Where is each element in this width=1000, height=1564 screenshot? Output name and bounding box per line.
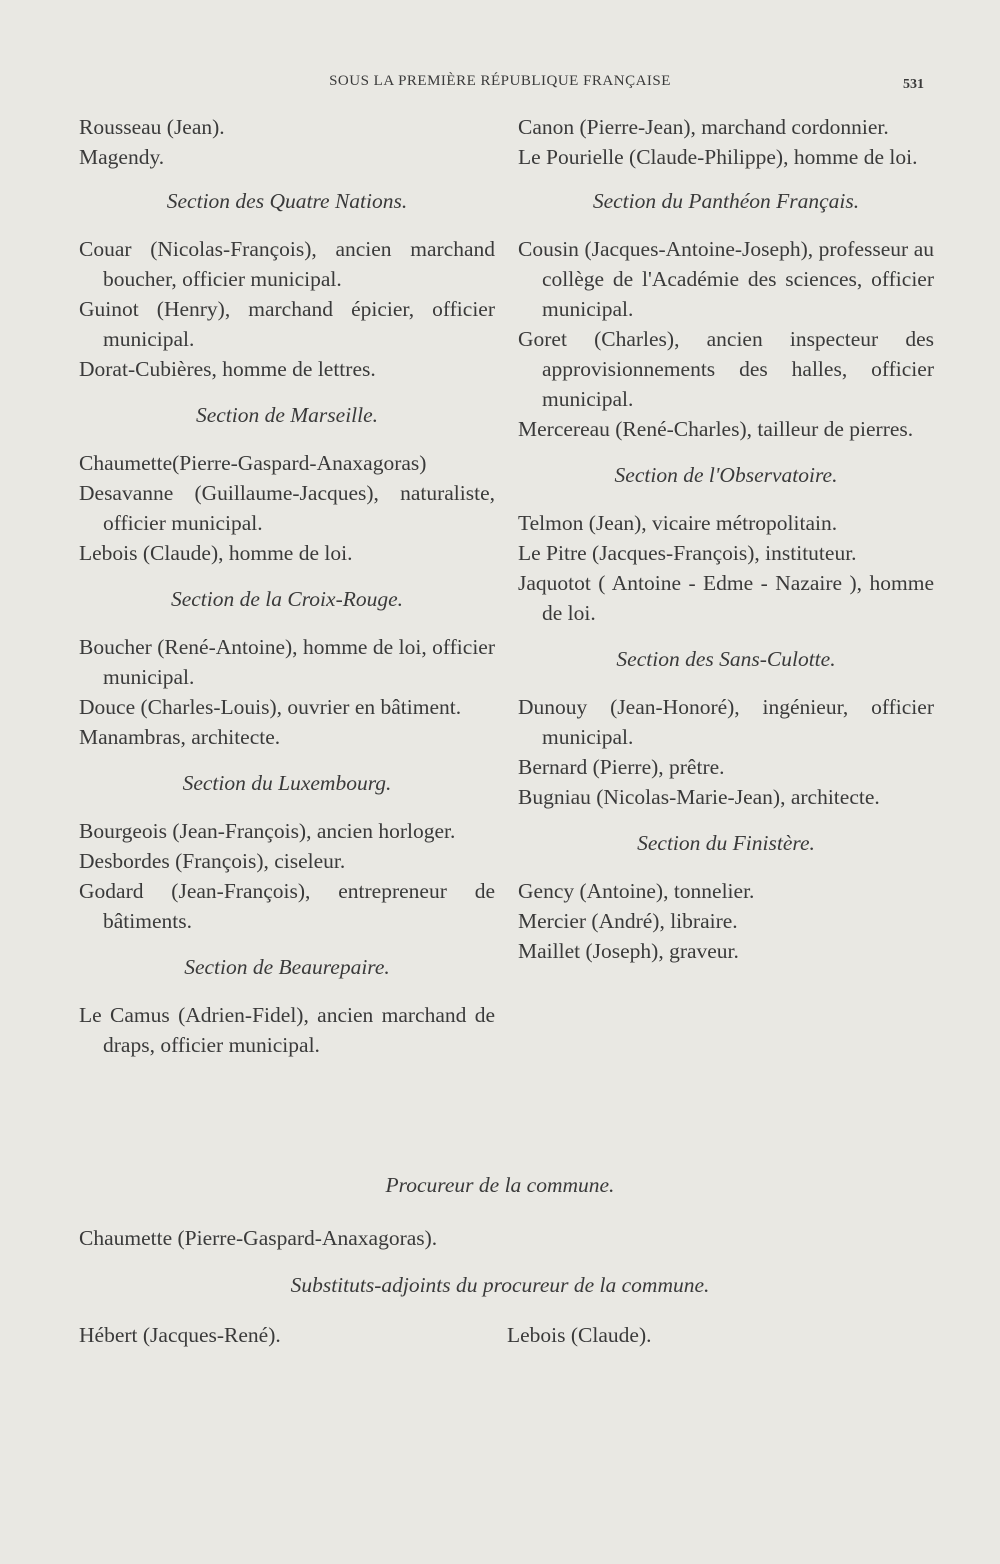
entry: Canon (Pierre-Jean), marchand cordonnier.: [518, 115, 889, 139]
entry: Desavanne (Guillaume-Jacques), naturaliste, officier municipal.: [79, 481, 495, 535]
section-heading: Section de la Croix-Rouge.: [170, 587, 404, 611]
substitut-entry-right: Lebois (Claude).: [507, 1323, 652, 1347]
section-heading: Section du Panthéon Français.: [592, 189, 860, 213]
entry: Manambras, architecte.: [79, 725, 281, 749]
left-column: [79, 112, 495, 1060]
entry: Magendy.: [79, 145, 165, 169]
procureur-heading: Procureur de la commune.: [385, 1173, 615, 1197]
entry: Couar (Nicolas-François), ancien marchand boucher, officier municipal.: [79, 237, 495, 291]
entry: Cousin (Jacques-Antoine-Joseph), professeur au collège de l'Académie des sciences, officier municipal.: [518, 237, 934, 321]
entry: Goret (Charles), ancien inspecteur des approvisionnements des halles, officier municipal.: [518, 327, 934, 411]
entry: Dunouy (Jean-Honoré), ingénieur, officier municipal.: [518, 695, 934, 749]
entry: Bernard (Pierre), prêtre.: [518, 755, 725, 779]
entry: Maillet (Joseph), graveur.: [518, 939, 739, 963]
entry: Le Pourielle (Claude-Philippe), homme de loi.: [518, 145, 918, 169]
section-heading: Section du Luxembourg.: [182, 771, 392, 795]
running-title: SOUS LA PREMIÈRE RÉPUBLIQUE FRANÇAISE: [329, 73, 671, 89]
entry: Mercier (André), libraire.: [518, 909, 738, 933]
right-column: [518, 112, 934, 966]
substituts-heading: Substituts-adjoints du procureur de la commune.: [290, 1273, 710, 1297]
entry: Douce (Charles-Louis), ouvrier en bâtiment.: [79, 695, 462, 719]
entry: Bugniau (Nicolas-Marie-Jean), architecte.: [518, 785, 880, 809]
entry: Telmon (Jean), vicaire métropolitain.: [518, 511, 838, 535]
page-number: 531: [903, 77, 924, 92]
entry: Dorat-Cubières, homme de lettres.: [79, 357, 376, 381]
entry: Chaumette(Pierre-Gaspard-Anaxagoras): [79, 451, 427, 475]
entry: Rousseau (Jean).: [79, 115, 225, 139]
entry: Mercereau (René-Charles), tailleur de pierres.: [518, 417, 914, 441]
entry: Bourgeois (Jean-François), ancien horloger.: [79, 819, 456, 843]
section-heading: Section des Quatre Nations.: [166, 189, 408, 213]
section-heading: Section de Beaurepaire.: [184, 955, 390, 979]
entry: Jaquotot ( Antoine - Edme - Nazaire ), homme de loi.: [518, 571, 934, 625]
entry: Godard (Jean-François), entrepreneur de bâtiments.: [79, 879, 495, 933]
entry: Boucher (René-Antoine), homme de loi, officier municipal.: [79, 635, 495, 689]
section-heading: Section du Finistère.: [637, 831, 815, 855]
entry: Lebois (Claude), homme de loi.: [79, 541, 353, 565]
section-heading: Section de Marseille.: [195, 403, 379, 427]
procureur-entry: Chaumette (Pierre-Gaspard-Anaxagoras).: [79, 1226, 438, 1250]
entry: Desbordes (François), ciseleur.: [79, 849, 346, 873]
section-heading: Section des Sans-Culotte.: [616, 647, 836, 671]
entry: Le Camus (Adrien-Fidel), ancien marchand de draps, officier municipal.: [79, 1003, 495, 1057]
entry: Gency (Antoine), tonnelier.: [518, 879, 755, 903]
substitut-entry-left: Hébert (Jacques-René).: [79, 1323, 281, 1347]
entry: Guinot (Henry), marchand épicier, officier municipal.: [79, 297, 495, 351]
entry: Le Pitre (Jacques-François), instituteur.: [518, 541, 857, 565]
section-heading: Section de l'Observatoire.: [614, 463, 838, 487]
